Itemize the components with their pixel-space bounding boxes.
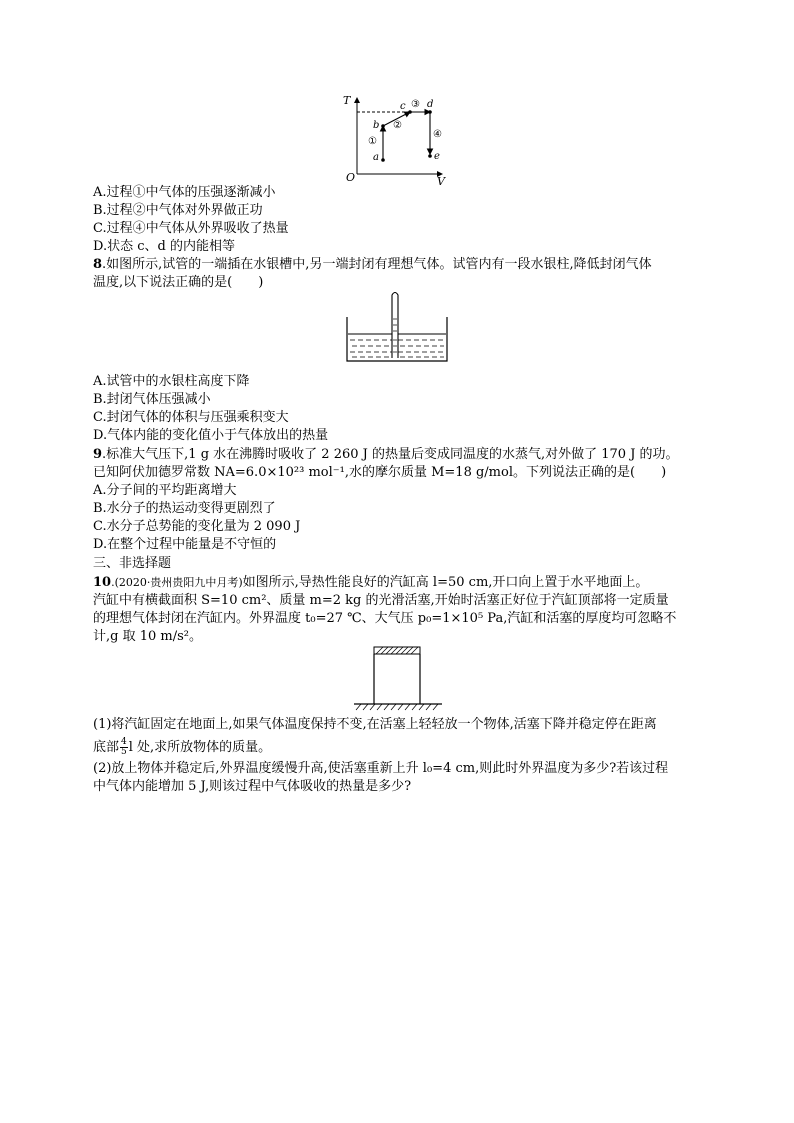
tv-diagram (340, 92, 452, 187)
point-b (381, 124, 385, 128)
q8-stem: 8.如图所示,试管的一端插在水银槽中,另一端封闭有理想气体。试管内有一段水银柱,降低封闭气体 (93, 257, 652, 272)
test-tube-fill (392, 294, 398, 358)
label-c: c (400, 101, 406, 112)
point-e (428, 154, 432, 158)
section-title: 三、非选择题 (93, 556, 172, 571)
label-d: d (427, 99, 434, 110)
q8-option-b: B.封闭气体压强减小 (93, 392, 211, 407)
q10-part2-b: 中气体内能增加 5 J,则该过程中气体吸收的热量是多少? (93, 779, 412, 794)
label-e: e (434, 151, 440, 162)
q7-option-c: C.过程④中气体从外界吸收了热量 (93, 221, 289, 236)
fraction-four-fifths: $\frac{4}{5}$ (121, 737, 127, 757)
origin-label: O (346, 171, 356, 184)
q9-stem: 9.标准大气压下,1 g 水在沸腾时吸收了 2 260 J 的热量后变成同温度的水蒸气,对外做了 170 J 的功。 (93, 447, 679, 462)
label-a: a (373, 152, 379, 163)
mercury-trough-figure (344, 289, 450, 365)
label-process-1: ① (368, 136, 377, 147)
q10-stem-2: 汽缸中有横截面积 S=10 cm²、质量 m=2 kg 的光滑活塞,开始时活塞正好位于汽缸顶部将一定质量 (93, 593, 669, 608)
q8-number: 8 (93, 257, 103, 272)
q10-source: .(2020·贵州贵阳九中月考) (111, 576, 243, 589)
q10-stem-3: 的理想气体封闭在汽缸内。外界温度 t₀=27 ℃、大气压 p₀=1×10⁵ Pa,汽缸和活塞的厚度均可忽略不 (93, 611, 677, 626)
point-c (408, 110, 412, 114)
label-process-3: ③ (411, 99, 420, 110)
q10-part1-b: 底部 $\frac{4}{5}$ l 处,求所放物体的质量。 (93, 737, 272, 757)
q9-option-d: D.在整个过程中能量是不守恒的 (93, 537, 277, 552)
label-process-4: ④ (433, 129, 442, 140)
q7-option-a: A.过程①中气体的压强逐渐减小 (93, 185, 276, 200)
q9-option-a: A.分子间的平均距离增大 (93, 483, 237, 498)
cylinder-figure (348, 644, 448, 712)
axis-v-label: V (437, 175, 445, 187)
q10-stem-1: 10.(2020·贵州贵阳九中月考)如图所示,导热性能良好的汽缸高 l=50 cm,开口向上置于水平地面上。 (93, 575, 649, 590)
ground-hatching (356, 704, 438, 710)
q9-number: 9 (93, 447, 103, 462)
label-process-2: ② (393, 120, 402, 131)
q9-option-c: C.水分子总势能的变化量为 2 090 J (93, 519, 301, 534)
q8-stem-2: 温度,以下说法正确的是( ) (93, 275, 264, 290)
q9-stem-2: 已知阿伏加德罗常数 NA=6.0×10²³ mol⁻¹,水的摩尔质量 M=18 g/mol。下列说法正确的是( ) (93, 465, 667, 480)
q10-part2-a: (2)放上物体并稳定后,外界温度缓慢升高,使活塞重新上升 l₀=4 cm,则此时外界温度为多少?若该过程 (93, 761, 669, 776)
q10-part1-a: (1)将汽缸固定在地面上,如果气体温度保持不变,在活塞上轻轻放一个物体,活塞下降并稳定停在距离 (93, 717, 657, 732)
point-a (381, 158, 385, 162)
q8-option-a: A.试管中的水银柱高度下降 (93, 374, 250, 389)
q10-number: 10 (93, 575, 112, 590)
label-b: b (373, 120, 380, 131)
q7-option-b: B.过程②中气体对外界做正功 (93, 203, 263, 218)
q9-option-b: B.水分子的热运动变得更剧烈了 (93, 501, 276, 516)
q7-option-d: D.状态 c、d 的内能相等 (93, 239, 235, 254)
q8-option-d: D.气体内能的变化值小于气体放出的热量 (93, 428, 329, 443)
q8-option-c: C.封闭气体的体积与压强乘积变大 (93, 410, 289, 425)
axis-t-label: T (343, 94, 351, 107)
q10-stem-4: 计,g 取 10 m/s²。 (93, 629, 202, 644)
point-d (428, 110, 432, 114)
